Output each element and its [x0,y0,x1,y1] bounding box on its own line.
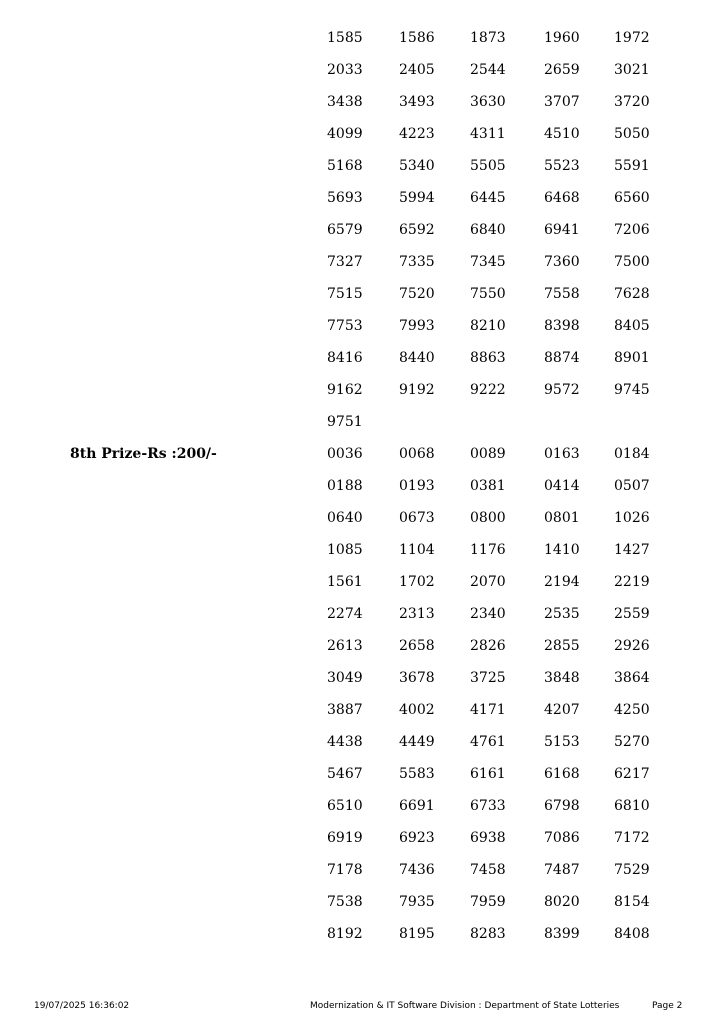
ticket-number: 7178 [327,862,363,878]
ticket-number: 1585 [327,30,363,46]
ticket-number: 0089 [470,446,506,462]
ticket-number: 2559 [614,606,650,622]
ticket-number: 7959 [470,894,506,910]
ticket-number: 0036 [327,446,363,462]
ticket-number: 3049 [327,670,363,686]
ticket-number: 3630 [470,94,506,110]
ticket-number: 0184 [614,446,650,462]
ticket-number: 2658 [399,638,435,654]
ticket-number: 5050 [614,126,650,142]
table-row [0,926,724,958]
ticket-number: 8440 [399,350,435,366]
ticket-number: 4438 [327,734,363,750]
ticket-number: 7529 [614,862,650,878]
ticket-number: 2274 [327,606,363,622]
page-number: Page 2 [652,1001,683,1011]
ticket-number: 2826 [470,638,506,654]
table-row [0,670,724,702]
ticket-number: 8405 [614,318,650,334]
table-row [0,318,724,350]
ticket-number: 1960 [544,30,580,46]
ticket-number: 7993 [399,318,435,334]
ticket-number: 3021 [614,62,650,78]
table-row [0,542,724,574]
ticket-number: 1873 [470,30,506,46]
ticket-number: 7345 [470,254,506,270]
ticket-number: 8283 [470,926,506,942]
ticket-number: 0163 [544,446,580,462]
ticket-number: 9222 [470,382,506,398]
ticket-number: 5505 [470,158,506,174]
ticket-number: 6810 [614,798,650,814]
table-row [0,446,724,478]
ticket-number: 6923 [399,830,435,846]
ticket-number: 7172 [614,830,650,846]
ticket-number: 2340 [470,606,506,622]
ticket-number: 0640 [327,510,363,526]
ticket-number: 8195 [399,926,435,942]
table-row [0,766,724,798]
ticket-number: 4002 [399,702,435,718]
ticket-number: 0414 [544,478,580,494]
ticket-number: 6733 [470,798,506,814]
ticket-number: 7335 [399,254,435,270]
ticket-number: 2313 [399,606,435,622]
ticket-number: 7436 [399,862,435,878]
ticket-number: 2033 [327,62,363,78]
ticket-number: 1586 [399,30,435,46]
ticket-number: 4099 [327,126,363,142]
ticket-number: 2070 [470,574,506,590]
prize-heading: 8th Prize-Rs :200/- [70,446,217,462]
ticket-number: 8874 [544,350,580,366]
ticket-number: 7520 [399,286,435,302]
ticket-number: 3864 [614,670,650,686]
ticket-number: 6560 [614,190,650,206]
ticket-number: 0068 [399,446,435,462]
ticket-number: 9751 [327,414,363,430]
ticket-number: 7538 [327,894,363,910]
ticket-number: 5693 [327,190,363,206]
ticket-number: 0507 [614,478,650,494]
ticket-number: 8020 [544,894,580,910]
ticket-number: 3848 [544,670,580,686]
ticket-number: 4171 [470,702,506,718]
ticket-number: 6161 [470,766,506,782]
ticket-number: 1427 [614,542,650,558]
table-row [0,254,724,286]
ticket-number: 7206 [614,222,650,238]
ticket-number: 5340 [399,158,435,174]
table-row [0,414,724,446]
ticket-number: 8192 [327,926,363,942]
table-row [0,734,724,766]
ticket-number: 2926 [614,638,650,654]
ticket-number: 2855 [544,638,580,654]
ticket-number: 7628 [614,286,650,302]
ticket-number: 5583 [399,766,435,782]
ticket-number: 4207 [544,702,580,718]
ticket-number: 6445 [470,190,506,206]
ticket-number: 2219 [614,574,650,590]
table-row [0,894,724,926]
ticket-number: 3678 [399,670,435,686]
ticket-number: 4510 [544,126,580,142]
ticket-number: 7935 [399,894,435,910]
ticket-number: 1026 [614,510,650,526]
ticket-number: 6468 [544,190,580,206]
ticket-number: 7487 [544,862,580,878]
ticket-number: 9192 [399,382,435,398]
ticket-number: 8154 [614,894,650,910]
ticket-number: 7086 [544,830,580,846]
ticket-number: 6941 [544,222,580,238]
ticket-number: 7558 [544,286,580,302]
ticket-number: 0381 [470,478,506,494]
ticket-number: 1085 [327,542,363,558]
ticket-number: 8416 [327,350,363,366]
ticket-number: 3887 [327,702,363,718]
ticket-number: 0801 [544,510,580,526]
ticket-number: 5270 [614,734,650,750]
ticket-number: 1702 [399,574,435,590]
table-row [0,350,724,382]
ticket-number: 3493 [399,94,435,110]
ticket-number: 9745 [614,382,650,398]
ticket-number: 5523 [544,158,580,174]
ticket-number: 0188 [327,478,363,494]
table-row [0,62,724,94]
ticket-number: 6592 [399,222,435,238]
ticket-number: 6938 [470,830,506,846]
ticket-number: 8863 [470,350,506,366]
ticket-number: 6919 [327,830,363,846]
ticket-number: 6798 [544,798,580,814]
table-row [0,478,724,510]
table-row [0,94,724,126]
ticket-number: 6840 [470,222,506,238]
ticket-number: 1104 [399,542,435,558]
ticket-number: 5168 [327,158,363,174]
ticket-number: 5994 [399,190,435,206]
ticket-number: 3707 [544,94,580,110]
ticket-number: 7500 [614,254,650,270]
ticket-number: 2194 [544,574,580,590]
ticket-number: 2544 [470,62,506,78]
table-row [0,702,724,734]
table-row [0,382,724,414]
ticket-number: 9572 [544,382,580,398]
ticket-number: 2613 [327,638,363,654]
ticket-number: 5153 [544,734,580,750]
ticket-number: 8398 [544,318,580,334]
table-row [0,574,724,606]
ticket-number: 4223 [399,126,435,142]
ticket-number: 4449 [399,734,435,750]
ticket-number: 0193 [399,478,435,494]
ticket-number: 4311 [470,126,506,142]
ticket-number: 0800 [470,510,506,526]
ticket-number: 7515 [327,286,363,302]
ticket-number: 2405 [399,62,435,78]
ticket-number: 3438 [327,94,363,110]
ticket-number: 7360 [544,254,580,270]
ticket-number: 8399 [544,926,580,942]
table-row [0,510,724,542]
table-row [0,30,724,62]
ticket-number: 6510 [327,798,363,814]
table-row [0,606,724,638]
ticket-number: 7550 [470,286,506,302]
table-row [0,638,724,670]
table-row [0,830,724,862]
ticket-number: 8408 [614,926,650,942]
table-row [0,222,724,254]
ticket-number: 6217 [614,766,650,782]
table-row [0,158,724,190]
ticket-number: 3720 [614,94,650,110]
ticket-number: 8210 [470,318,506,334]
ticket-number: 6168 [544,766,580,782]
ticket-number: 1561 [327,574,363,590]
ticket-number: 2535 [544,606,580,622]
ticket-number: 1410 [544,542,580,558]
table-row [0,286,724,318]
ticket-number: 8901 [614,350,650,366]
ticket-number: 5467 [327,766,363,782]
ticket-number: 3725 [470,670,506,686]
table-row [0,190,724,222]
ticket-number: 5591 [614,158,650,174]
ticket-number: 6579 [327,222,363,238]
ticket-number: 1176 [470,542,506,558]
ticket-number: 7327 [327,254,363,270]
ticket-number: 1972 [614,30,650,46]
ticket-number: 7458 [470,862,506,878]
ticket-number: 4761 [470,734,506,750]
ticket-number: 9162 [327,382,363,398]
ticket-number: 7753 [327,318,363,334]
ticket-number: 2659 [544,62,580,78]
footer-timestamp: 19/07/2025 16:36:02 [34,1001,130,1011]
ticket-number: 4250 [614,702,650,718]
table-row [0,126,724,158]
footer-department: Modernization & IT Software Division : Department of State Lotteries [310,1001,620,1011]
table-row [0,798,724,830]
ticket-number: 0673 [399,510,435,526]
table-row [0,862,724,894]
ticket-number: 6691 [399,798,435,814]
